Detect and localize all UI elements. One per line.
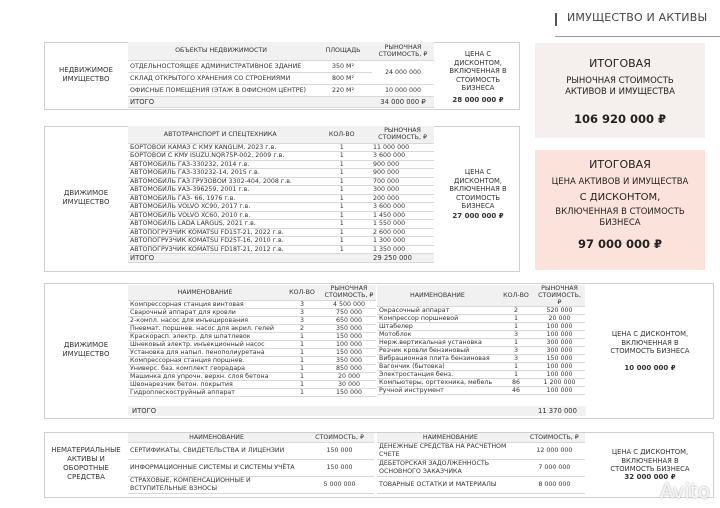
table-row [377,307,585,315]
equipment-qty: 1 [282,380,322,388]
realty-row-name: СКЛАД ОТКРЫТОГО ХРАНЕНИЯ СО СТРОЕНИЯМИ [128,72,314,84]
equipment-name: Мотоблок [377,331,498,339]
table-row [128,245,434,254]
vehicle-price: 3 600 000 [371,152,434,161]
equipment-qty: 3 [498,355,534,363]
equipment-name: Компрессор поршневой [377,315,498,323]
vehicle-price: 3 600 000 [371,203,434,212]
vehicle-qty: 1 [312,245,371,254]
table-row [128,84,434,96]
equipment-qty: 1 [282,348,322,356]
equipment-name: Вагончик (бытовка) [377,363,498,371]
table-row [128,308,376,316]
equipment-price: 150 000 [322,332,376,340]
vehicles-table [128,126,434,263]
summary-value: 106 920 000 ₽ [573,112,667,126]
table-row [128,324,376,332]
table-row [128,348,376,356]
intangible-table-left [128,433,374,494]
table-row [377,315,585,323]
intangible-price: 12 000 000 [524,442,585,459]
table-row [128,372,376,380]
intangible-label: НЕМАТЕРИАЛЬНЫЕ АКТИВЫ И ОБОРОТНЫЕ СРЕДСТВА [51,446,121,481]
discount-value: 10 000 000 ₽ [624,364,676,372]
watermark-logo: Avito [660,479,710,503]
equipment-qty: 1 [498,323,534,331]
vehicle-qty: 1 [312,237,371,246]
equipment-name: Ручной инструмент [377,387,498,395]
equipment-discount [592,330,708,356]
table-row [128,388,376,396]
equipment-col-price: РЫНОЧНАЯ СТОИМОСТЬ, ₽ [322,285,376,300]
vehicle-name: АВТОМОБИЛЬ ГАЗ ГРУЗОВОЙ 3302-404, 2008 г.в. [128,177,312,186]
vehicle-price: 1 550 000 [371,220,434,229]
equipment-qty: 2 [498,307,534,315]
equipment-name: Компьютеры, оргтехника, мебель [377,379,498,387]
realty-discount-value [440,96,516,105]
realty-col-area: ПЛОЩАДЬ [314,42,372,60]
summary-subtitle: РЫНОЧНАЯ СТОИМОСТЬ АКТИВОВ И ИМУЩЕСТВА [565,76,675,97]
vehicle-name: АВТОМОБИЛЬ VOLVO XC60, 2010 г.в. [128,211,312,220]
vehicle-qty: 1 [312,194,371,203]
equipment-price: 100 000 [534,371,585,379]
vehicle-price: 1 300 000 [371,237,434,246]
equipment-col-name: НАИМЕНОВАНИЕ [128,285,282,300]
realty-table [128,42,434,108]
realty-row-price: 24 000 000 [372,60,434,84]
vehicle-qty: 1 [312,143,371,152]
header-underline [555,36,720,37]
vehicles-col-price: РЫНОЧНАЯ СТОИМОСТЬ, ₽ [371,126,434,143]
table-row [128,340,376,348]
intangible-price: 5 000 000 [305,476,374,493]
table-row [377,387,585,395]
intangible-price: 150 000 [305,442,374,459]
total-value: 11 370 000 [538,407,577,415]
header-divider [555,13,557,26]
vehicle-qty: 1 [312,228,371,237]
vehicles-total-row [128,254,434,263]
equipment-name: Резчик кровли бензиновый [377,347,498,355]
equipment-price: 150 000 [534,355,585,363]
discount-value: 27 000 000 ₽ [452,212,504,220]
total-label: ИТОГО [128,96,314,107]
equipment-table-left [128,285,376,397]
equipment-qty: 3 [282,316,322,324]
vehicles-col-name: АВТОТРАНСПОРТ И СПЕЦТЕХНИКА [128,126,312,143]
equipment-price: 100 000 [534,331,585,339]
vehicles-label: ДВИЖИМОЕ ИМУЩЕСТВО [62,189,110,206]
equipment-price: 100 000 [534,387,585,395]
equipment-name: Гидроплескоструйный аппарат [128,388,282,396]
vehicles-col-qty: КОЛ-ВО [312,126,371,143]
equipment-price: 100 000 [534,323,585,331]
equipment-col-qty: КОЛ-ВО [498,285,534,307]
vehicle-name: АВТОПОГРУЗЧИК KOMATSU FD18T-21, 2012 г.в. [128,245,312,254]
table-row [128,143,434,152]
equipment-price: 150 000 [322,388,376,396]
page-header [555,10,720,28]
equipment-qty: 1 [282,356,322,364]
table-row [377,355,585,363]
equipment-qty: 1 [282,332,322,340]
vehicle-name: БОРТОВОЙ КАМАЗ С КМУ KANGLIM, 2023 г.в. [128,143,312,152]
table-row [377,442,585,459]
equipment-name: Пневмат. поршнев. насос для акрил. гелей [128,324,282,332]
equipment-price: 150 000 [322,348,376,356]
equipment-price: 20 000 [322,372,376,380]
equipment-discount-value [592,364,708,373]
equipment-qty: 1 [498,363,534,371]
table-row [128,237,434,246]
table-row [377,363,585,371]
equipment-price: 520 000 [534,307,585,315]
equipment-price: 30 000 [322,380,376,388]
intangible-name: ТОВАРНЫЕ ОСТАТКИ И МАТЕРИАЛЫ [377,476,524,493]
vehicle-qty: 1 [312,152,371,161]
table-row [128,380,376,388]
table-row [128,356,376,364]
summary-line: С ДИСКОНТОМ, [579,192,661,203]
summary-line: ЦЕНА АКТИВОВ И ИМУЩЕСТВА [551,177,689,187]
equipment-name: Компрессорная станция поршнев. [128,356,282,364]
table-row [377,379,585,387]
realty-label: НЕДВИЖИМОЕ ИМУЩЕСТВО [59,66,113,83]
page-title: ИМУЩЕСТВО И АКТИВЫ [567,11,708,24]
discount-label: ЦЕНА С ДИСКОНТОМ, ВКЛЮЧЕННАЯ В СТОИМОСТЬ БИЗНЕСА [449,50,507,92]
equipment-total-row [128,406,586,416]
equipment-qty: 1 [498,339,534,347]
summary-title: ИТОГОВАЯ [589,57,651,70]
table-row [128,186,434,195]
table-row [377,459,585,476]
equipment-qty: 1 [498,315,534,323]
equipment-price: 4 500 000 [322,300,376,308]
table-row [128,194,434,203]
equipment-name: Вибрационная плита бензиновая [377,355,498,363]
equipment-qty: 3 [282,308,322,316]
discount-label: ЦЕНА С ДИСКОНТОМ, ВКЛЮЧЕННАЯ В СТОИМОСТЬ БИЗНЕСА [449,168,507,210]
equipment-price: 100 000 [534,363,585,371]
realty-row-name: ОФИСНЫЕ ПОМЕЩЕНИЯ (ЭТАЖ В ОФИСНОМ ЦЕНТРЕ) [128,84,314,96]
intangible-name: СТРАХОВЫЕ, КОМПЕНСАЦИОННЫЕ И ВСТУПИТЕЛЬНЫЕ ВЗНОСЫ [128,476,305,493]
total-value: 29 250 000 [371,254,434,263]
vehicle-name: БОРТОВОЙ С КМУ ISUZU.NQR75P-002, 2009 г.в. [128,152,312,161]
vehicle-name: АВТОМОБИЛЬ LADA LARGUS, 2021 г.в. [128,220,312,229]
equipment-name: Компрессорная станция винтовая [128,300,282,308]
vehicle-qty: 1 [312,169,371,178]
vehicle-price: 1 450 000 [371,211,434,220]
vehicle-qty: 1 [312,177,371,186]
vehicle-name: АВТОМОБИЛЬ ГАЗ-330232, 2014 г.в. [128,160,312,169]
vehicle-name: АВТОМОБИЛЬ VOLVO XC90, 2017 г.в. [128,203,312,212]
discount-value: 32 000 000 ₽ [624,473,676,481]
discount-label: ЦЕНА С ДИСКОНТОМ, ВКЛЮЧЕННАЯ В СТОИМОСТЬ БИЗНЕСА [610,330,690,355]
vehicle-price: 11 000 000 [371,143,434,152]
vehicle-name: АВТОПОГРУЗЧИК KOMATSU FD15T-21, 2022 г.в. [128,228,312,237]
equipment-price: 650 000 [322,316,376,324]
table-row [128,220,434,229]
discount-value: 28 000 000 ₽ [452,96,504,104]
summary-line: ВКЛЮЧЕННАЯ В СТОИМОСТЬ БИЗНЕСА [555,207,685,228]
vehicle-qty: 1 [312,211,371,220]
table-row [128,316,376,324]
realty-total-row [128,96,434,107]
equipment-qty: 1 [282,372,322,380]
total-value: 34 000 000 ₽ [372,96,434,107]
equipment-name: Установка для напыл. пенополиуретана [128,348,282,356]
table-row [128,203,434,212]
realty-row-price: 10 000 000 [372,84,434,96]
vehicles-discount-value [440,212,516,221]
equipment-qty: 2 [282,324,322,332]
vehicle-name: АВТОМОБИЛЬ УАЗ-396259, 2001 г.в. [128,186,312,195]
vehicle-price: 900 000 [371,160,434,169]
equipment-qty: 1 [282,364,322,372]
realty-row-area: 800 М² [314,72,372,84]
equipment-price: 100 000 [322,340,376,348]
summary-discount-box [535,150,705,270]
intangible-price: 7 000 000 [524,459,585,476]
equipment-qty: 1 [282,340,322,348]
vehicle-name: АВТОПОГРУЗЧИК KOMATSU FD25T-16, 2010 г.в. [128,237,312,246]
intangible-name: ДЕБЕТОРСКАЯ ЗАДОЛЖЕННОСТЬ ОСНОВНОГО ЗАКАЗЧИКА [377,459,524,476]
table-row [377,339,585,347]
equipment-col-name: НАИМЕНОВАНИЕ [377,285,498,307]
table-row [128,300,376,308]
table-row [377,476,585,493]
vehicle-price: 2 600 000 [371,228,434,237]
equipment-name: Сварочный аппарат для кровли [128,308,282,316]
table-row [128,476,374,493]
vehicle-price: 700 000 [371,177,434,186]
vehicle-price: 300 000 [371,186,434,195]
total-label: ИТОГО [128,254,312,263]
equipment-price: 350 000 [322,324,376,332]
vehicle-name: АВТОМОБИЛЬ ГАЗ- 66, 1976 г.в. [128,194,312,203]
realty-discount [440,50,516,93]
intangible-col-name: НАИМЕНОВАНИЕ [128,433,305,442]
equipment-price: 300 000 [534,347,585,355]
intangible-name: СЕРТИФИКАТЫ, СВИДЕТЕЛЬСТВА И ЛИЦЕНЗИИ [128,442,305,459]
equipment-name: Швонарезчик бетон. покрытия [128,380,282,388]
table-row [128,459,374,476]
equipment-label: ДВИЖИМОЕ ИМУЩЕСТВО [62,341,110,358]
intangible-col-price: СТОИМОСТЬ, ₽ [524,433,585,442]
table-row [377,331,585,339]
summary-market-box [535,43,705,138]
vehicle-qty: 1 [312,160,371,169]
equipment-name: Шнековый электр. инъекционный насос [128,340,282,348]
equipment-col-qty: КОЛ-ВО [282,285,322,300]
table-row [128,364,376,372]
summary-value: 97 000 000 ₽ [577,237,663,251]
equipment-qty: 86 [498,379,534,387]
table-row [128,169,434,178]
equipment-table-right [377,285,585,395]
intangible-discount [592,448,708,474]
realty-row-area: 220 М² [314,84,372,96]
realty-row-area: 350 М² [314,60,372,72]
equipment-qty: 1 [498,371,534,379]
equipment-qty: 3 [498,331,534,339]
equipment-name: Нерж.вертикальная установка [377,339,498,347]
equipment-name: Машинка для упрочн. верхн. слоя бетона [128,372,282,380]
vehicles-discount [440,168,516,211]
equipment-name: Окрасочный аппарат [377,307,498,315]
table-row [128,332,376,340]
equipment-price: 750 000 [322,308,376,316]
vehicle-qty: 1 [312,220,371,229]
table-row [128,60,434,72]
table-row [128,177,434,186]
table-row [128,442,374,459]
equipment-price: 1 200 000 [534,379,585,387]
vehicle-price: 900 000 [371,169,434,178]
table-row [377,371,585,379]
equipment-qty: 46 [498,387,534,395]
equipment-price: 850 000 [322,364,376,372]
intangible-name: ДЕНЕЖНЫЕ СРЕДСТВА НА РАСЧЕТНОМ СЧЕТЕ [377,442,524,459]
equipment-price: 300 000 [534,339,585,347]
table-row [128,211,434,220]
equipment-price: 20 000 [534,315,585,323]
realty-row-name: ОТДЕЛЬНОСТОЯЩЕЕ АДМИНИСТРАТИВНОЕ ЗДАНИЕ [128,60,314,72]
vehicle-qty: 1 [312,186,371,195]
table-row [128,152,434,161]
summary-title: ИТОГОВАЯ [589,158,651,171]
equipment-col-price: РЫНОЧНАЯ СТОИМОСТЬ, ₽ [534,285,585,307]
equipment-qty: 1 [282,388,322,396]
equipment-name: Электростанция бенз. [377,371,498,379]
intangible-price: 8 000 000 [524,476,585,493]
equipment-price: 350 000 [322,356,376,364]
table-row [128,160,434,169]
table-row [128,228,434,237]
equipment-name: Штабелер [377,323,498,331]
intangible-table-right [377,433,585,494]
equipment-qty: 3 [498,347,534,355]
equipment-name: 2-компл. насос для инъецирования [128,316,282,324]
vehicle-name: АВТОМОБИЛЬ ГАЗ-330232-14, 2015 г.в. [128,169,312,178]
vehicle-qty: 1 [312,203,371,212]
intangible-price: 150 000 [305,459,374,476]
equipment-name: Универс. баз. комплект георадара [128,364,282,372]
equipment-name: Краскорасп. электр. для шпатлевок [128,332,282,340]
intangible-col-name: НАИМЕНОВАНИЕ [377,433,524,442]
vehicle-price: 1 350 000 [371,245,434,254]
discount-label: ЦЕНА С ДИСКОНТОМ, ВКЛЮЧЕННАЯ В СТОИМОСТЬ БИЗНЕСА [610,448,690,473]
intangible-name: ИНФОРМАЦИОННЫЕ СИСТЕМЫ И СИСТЕМЫ УЧЁТА [128,459,305,476]
intangible-col-price: СТОИМОСТЬ, ₽ [305,433,374,442]
total-label: ИТОГО [132,407,157,415]
realty-col-name: ОБЪЕКТЫ НЕДВИЖИМОСТИ [128,42,314,60]
equipment-qty: 3 [282,300,322,308]
realty-col-price: РЫНОЧНАЯ СТОИМОСТЬ, ₽ [372,42,434,60]
table-row [377,347,585,355]
vehicle-price: 200 000 [371,194,434,203]
table-row [377,323,585,331]
